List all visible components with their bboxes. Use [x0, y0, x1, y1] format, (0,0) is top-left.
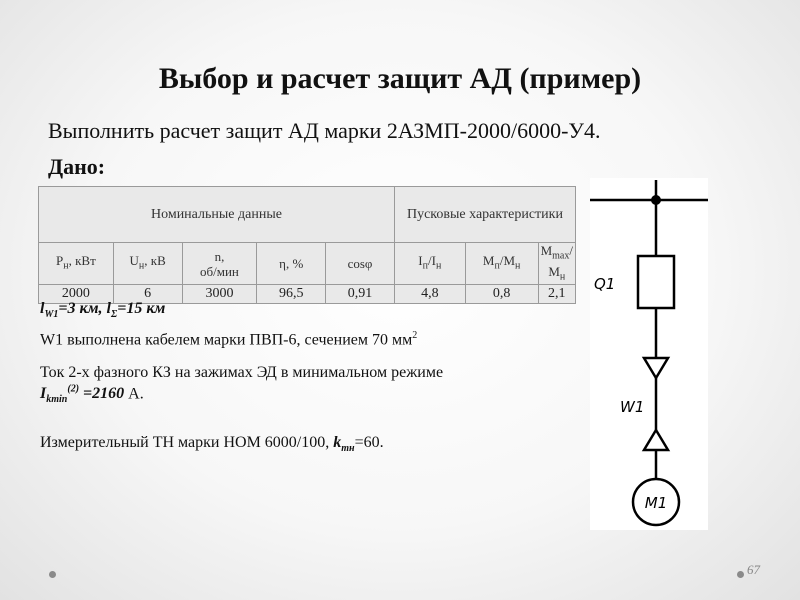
slide-title: Выбор и расчет защит АД (пример) [158, 62, 642, 95]
value-max-torque-ratio: 2,1 [538, 285, 575, 304]
circuit-breaker-symbol [638, 256, 674, 308]
fault-current: $I_{kmin}^{(2)} =2160$ А. [40, 384, 144, 406]
task-statement: Выполнить расчет защит АД марки 2АЗМП-2000/6000-У4. [48, 118, 601, 143]
line-lengths: $l_{W1}=3$ км, $l_\Sigma=15$ км [40, 300, 166, 321]
label-w1: W1 [620, 398, 645, 416]
nav-dot-left[interactable] [49, 571, 56, 578]
value-power: 2000 [39, 285, 114, 304]
col-voltage: $U_н$, кВ [113, 243, 182, 285]
col-speed: n, об/мин [182, 243, 257, 285]
diagram-svg [590, 178, 708, 530]
page-number: 67 [747, 562, 760, 577]
given-label: Дано: [48, 154, 106, 179]
table-group-header-row [39, 187, 576, 243]
col-efficiency: η, % [257, 243, 326, 285]
value-power-factor: 0,91 [326, 285, 395, 304]
fault-description: Ток 2-х фазного КЗ на зажимах ЭД в минимальном режиме [40, 364, 444, 381]
value-current-ratio: 4,8 [394, 285, 465, 304]
col-power: $P_н$, кВт [39, 243, 114, 285]
col-torque-ratio: $M_п/M_н$ [465, 243, 538, 285]
col-max-torque-ratio: $M_{max}/$ $M_н$ [538, 243, 575, 285]
single-line-diagram [590, 178, 708, 530]
label-q1: Q1 [594, 275, 616, 293]
col-current-ratio: $I_п/I_н$ [394, 243, 465, 285]
value-efficiency: 96,5 [257, 285, 326, 304]
value-torque-ratio: 0,8 [465, 285, 538, 304]
voltage-transformer: Измерительный ТН марки НОМ 6000/100, $k_{тн}=60$. [40, 434, 384, 455]
group-starting-characteristics: Пусковые характеристики [394, 187, 575, 243]
value-voltage: 6 [113, 285, 182, 304]
label-m1: M1 [644, 494, 668, 512]
group-nominal-data: Номинальные данные [39, 187, 395, 243]
cable-end-bottom [644, 430, 668, 450]
cable-end-top [644, 358, 668, 378]
cable-description: W1 выполнена кабелем марки ПВП-6, сечением 70 $мм^2$ [40, 330, 418, 349]
bus-junction-dot [651, 195, 661, 205]
table-column-header-row [39, 243, 576, 285]
value-speed: 3000 [182, 285, 257, 304]
motor-parameters-table [38, 186, 576, 304]
nav-dot-right[interactable] [737, 571, 744, 578]
col-power-factor: cosφ [326, 243, 395, 285]
